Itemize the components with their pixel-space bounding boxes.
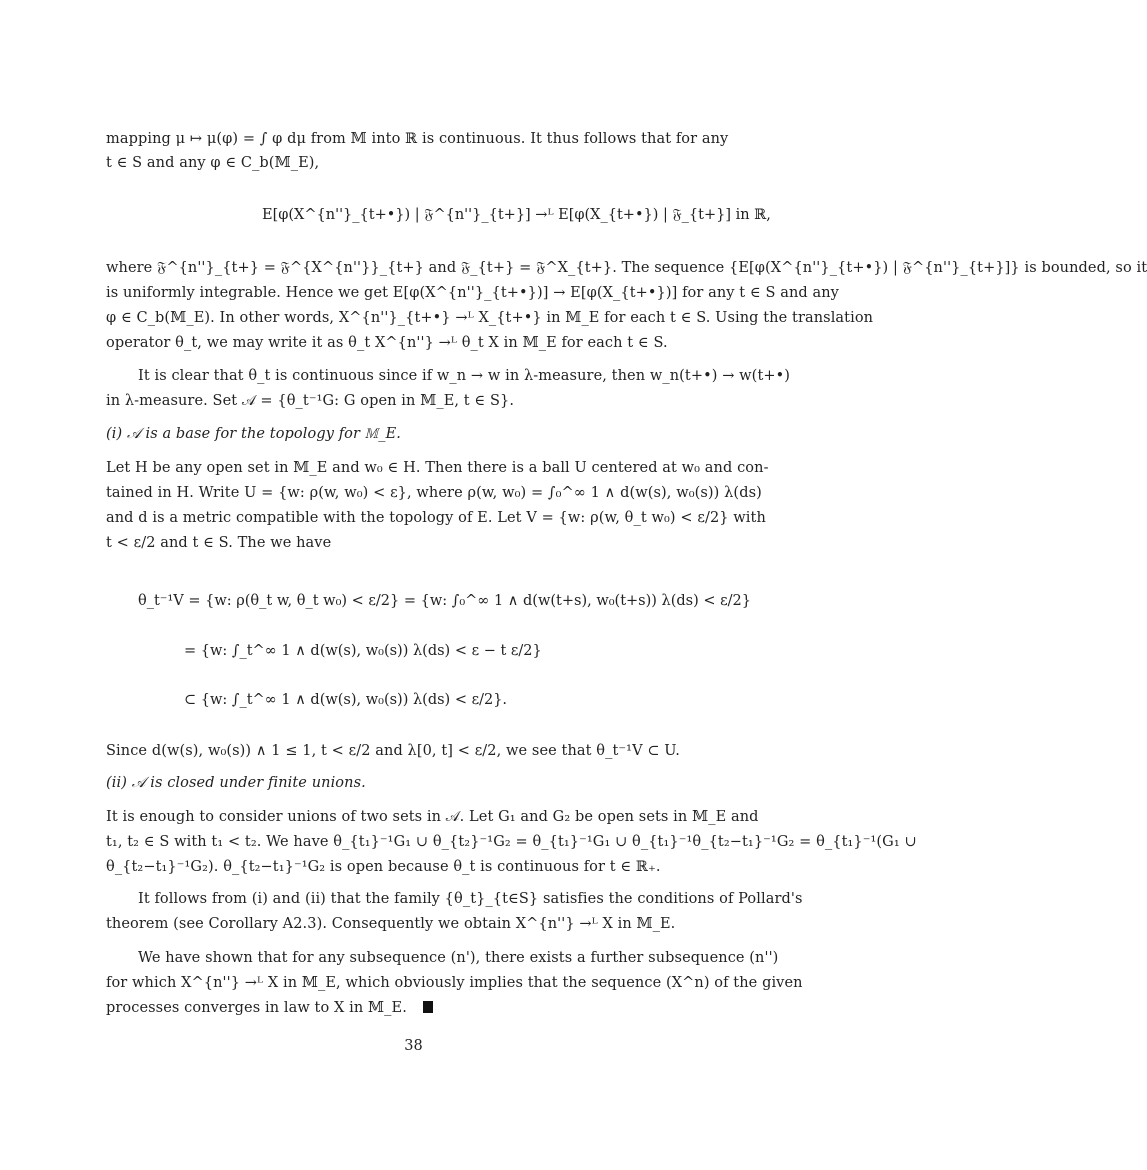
text-line: φ ∈ C_b(𝕄_E). In other words, X^{n''}_{t+•} →ᴸ X_{t+•} in 𝕄_E for each t ∈ S. Using the translation <box>106 310 874 326</box>
text-line: theorem (see Corollary A2.3). Consequently we obtain X^{n''} →ᴸ X in 𝕄_E. <box>106 916 676 932</box>
text-line: We have shown that for any subsequence (n'), there exists a further subsequence (n'') <box>138 950 779 966</box>
text-line: It is clear that θ_t is continuous since if w_n → w in λ-measure, then w_n(t+•) → w(t+•) <box>138 368 791 384</box>
equation-line-3: ⊂ {w: ∫_t^∞ 1 ∧ d(w(s), w₀(s)) λ(ds) < ε/2}. <box>184 692 508 708</box>
qed-square-icon <box>423 1001 433 1013</box>
equation-conditional-expectation: E[φ(X^{n''}_{t+•}) | 𝔉^{n''}_{t+}] →ᴸ E[φ(X_{t+•}) | 𝔉_{t+}] in ℝ, <box>262 207 771 223</box>
text-line: θ_{t₂−t₁}⁻¹G₂). θ_{t₂−t₁}⁻¹G₂ is open because θ_t is continuous for t ∈ ℝ₊. <box>106 859 661 875</box>
text-line-content: processes converges in law to X in 𝕄_E. <box>106 1000 407 1016</box>
equation-line-1: θ_t⁻¹V = {w: ρ(θ_t w, θ_t w₀) < ε/2} = {w: ∫₀^∞ 1 ∧ d(w(t+s), w₀(t+s)) λ(ds) < ε/2} <box>138 593 751 609</box>
text-line: operator θ_t, we may write it as θ_t X^{n''} →ᴸ θ_t X in 𝕄_E for each t ∈ S. <box>106 335 668 351</box>
text-line: It follows from (i) and (ii) that the family {θ_t}_{t∈S} satisfies the conditions of Pollard's <box>138 891 803 907</box>
text-line: and d is a metric compatible with the topology of E. Let V = {w: ρ(w, θ_t w₀) < ε/2} with <box>106 510 766 526</box>
text-line: where 𝔉^{n''}_{t+} = 𝔉^{X^{n''}}_{t+} and 𝔉_{t+} = 𝔉^X_{t+}. The sequence {E[φ(X^{n''}_{t+•}) | 𝔉^{n''}_{t+}]} is bounded, so it <box>106 260 1147 276</box>
text-line: is uniformly integrable. Hence we get E[φ(X^{n''}_{t+•})] → E[φ(X_{t+•})] for any t ∈ S and any <box>106 285 839 301</box>
text-line <box>106 998 760 1018</box>
text-line: Let H be any open set in 𝕄_E and w₀ ∈ H. Then there is a ball U centered at w₀ and con- <box>106 460 769 476</box>
text-line: It is enough to consider unions of two sets in 𝒜. Let G₁ and G₂ be open sets in 𝕄_E and <box>106 809 759 825</box>
claim-heading: (ii) 𝒜 is closed under finite unions. <box>106 775 366 791</box>
text-line: t₁, t₂ ∈ S with t₁ < t₂. We have θ_{t₁}⁻¹G₁ ∪ θ_{t₂}⁻¹G₂ = θ_{t₁}⁻¹G₁ ∪ θ_{t₁}⁻¹θ_{t₂−t₁}⁻¹G₂ = θ_{t₁}⁻¹(G₁ ∪ <box>106 834 917 850</box>
text-line: Since d(w(s), w₀(s)) ∧ 1 ≤ 1, t < ε/2 and λ[0, t] < ε/2, we see that θ_t⁻¹V ⊂ U. <box>106 743 681 759</box>
text-line: t ∈ S and any φ ∈ C_b(𝕄_E), <box>106 155 320 171</box>
page-number: 38 <box>404 1038 423 1054</box>
text-line: mapping μ ↦ μ(φ) = ∫ φ dμ from 𝕄 into ℝ is continuous. It thus follows that for any <box>106 131 729 147</box>
text-line: in λ-measure. Set 𝒜 = {θ_t⁻¹G: G open in 𝕄_E, t ∈ S}. <box>106 393 515 409</box>
claim-heading: (i) 𝒜 is a base for the topology for 𝕄_E. <box>106 426 401 442</box>
text-line: tained in H. Write U = {w: ρ(w, w₀) < ε}, where ρ(w, w₀) = ∫₀^∞ 1 ∧ d(w(s), w₀(s)) λ(ds) <box>106 485 762 501</box>
text-line: t < ε/2 and t ∈ S. The we have <box>106 535 332 551</box>
equation-line-2: = {w: ∫_t^∞ 1 ∧ d(w(s), w₀(s)) λ(ds) < ε − t ε/2} <box>184 643 542 659</box>
text-line: for which X^{n''} →ᴸ X in 𝕄_E, which obviously implies that the sequence (X^n) of the given <box>106 975 803 991</box>
